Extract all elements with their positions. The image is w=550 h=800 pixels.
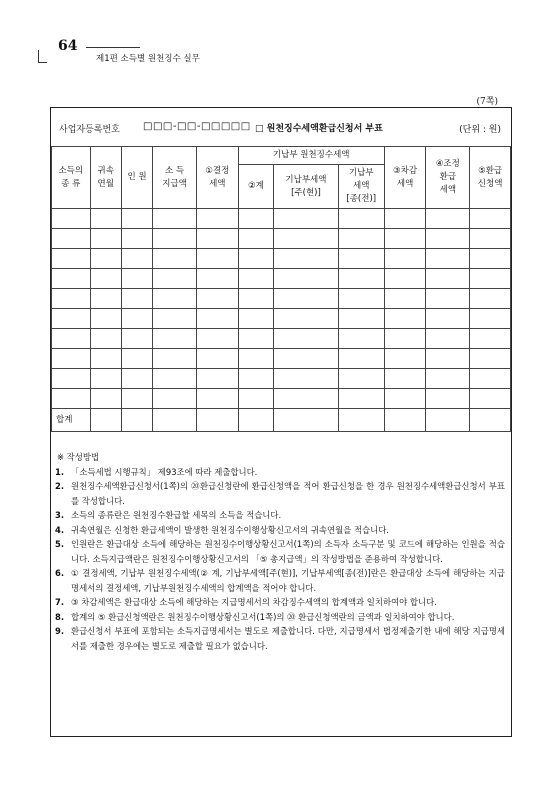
table-cell[interactable] bbox=[153, 329, 197, 349]
table-cell[interactable] bbox=[338, 409, 384, 432]
table-cell[interactable] bbox=[238, 309, 273, 329]
instruction-text: 「소득세법 시행규칙」 제93조에 따라 제출합니다. bbox=[71, 466, 258, 477]
table-cell[interactable] bbox=[338, 209, 384, 229]
table-cell[interactable] bbox=[274, 409, 339, 432]
instructions-list bbox=[55, 465, 505, 654]
total-label: 합계 bbox=[52, 409, 91, 432]
table-cell[interactable] bbox=[470, 409, 511, 432]
table-cell[interactable] bbox=[470, 349, 511, 369]
table-cell[interactable] bbox=[52, 329, 91, 349]
table-cell[interactable] bbox=[238, 269, 273, 289]
table-cell[interactable] bbox=[338, 249, 384, 269]
table-cell[interactable] bbox=[274, 209, 339, 229]
table-cell[interactable] bbox=[470, 229, 511, 249]
table-cell[interactable] bbox=[384, 249, 426, 269]
table-cell[interactable] bbox=[238, 409, 273, 432]
table-cell[interactable] bbox=[90, 229, 121, 249]
table-cell[interactable] bbox=[426, 229, 470, 249]
instruction-item bbox=[55, 624, 505, 653]
table-cell[interactable] bbox=[274, 389, 339, 409]
table-row bbox=[52, 209, 511, 229]
table-cell[interactable] bbox=[121, 269, 152, 289]
form-page-label: (7쪽) bbox=[476, 97, 498, 107]
table-body bbox=[52, 209, 511, 432]
table-cell[interactable] bbox=[90, 409, 121, 432]
table-cell[interactable] bbox=[153, 309, 197, 329]
table-cell[interactable] bbox=[384, 229, 426, 249]
table-cell[interactable] bbox=[90, 209, 121, 229]
table-cell[interactable] bbox=[90, 269, 121, 289]
table-cell[interactable] bbox=[338, 329, 384, 349]
table-cell[interactable] bbox=[274, 269, 339, 289]
instruction-item bbox=[55, 595, 505, 610]
table-cell[interactable] bbox=[90, 349, 121, 369]
table-cell[interactable] bbox=[52, 349, 91, 369]
instructions-title: ※ 작성방법 bbox=[57, 452, 100, 462]
table-cell[interactable] bbox=[426, 289, 470, 309]
table-cell[interactable] bbox=[196, 209, 238, 229]
table-row bbox=[52, 289, 511, 309]
instruction-number: 6. bbox=[55, 568, 65, 578]
table-row bbox=[52, 369, 511, 389]
table-cell[interactable] bbox=[196, 229, 238, 249]
table-cell[interactable] bbox=[52, 269, 91, 289]
table-cell[interactable] bbox=[90, 309, 121, 329]
table-cell[interactable] bbox=[121, 389, 152, 409]
table-cell[interactable] bbox=[470, 269, 511, 289]
table-cell[interactable] bbox=[274, 369, 339, 389]
table-cell[interactable] bbox=[426, 309, 470, 329]
instruction-text: 인원란은 환급대상 소득에 해당하는 원천징수이행상황신고서(1쪽)의 소득자 소득구분 및 코드에 해당하는 인원을 적습니다. 소득지급액란은 원천징수이행상황신고서의 「⑤ 총지급액」의 작성방법을 준용하여 작성합니다. bbox=[71, 539, 505, 564]
table-cell[interactable] bbox=[121, 409, 152, 432]
table-cell[interactable] bbox=[426, 329, 470, 349]
table-cell[interactable] bbox=[153, 269, 197, 289]
table-cell[interactable] bbox=[52, 229, 91, 249]
header-persons: 인 원 bbox=[121, 147, 152, 209]
table-cell[interactable] bbox=[274, 229, 339, 249]
table-row bbox=[52, 329, 511, 349]
table-cell[interactable] bbox=[238, 349, 273, 369]
instruction-number: 1. bbox=[55, 466, 65, 477]
table-cell[interactable] bbox=[338, 389, 384, 409]
table-cell[interactable] bbox=[384, 209, 426, 229]
table-cell[interactable] bbox=[338, 269, 384, 289]
table-cell[interactable] bbox=[52, 369, 91, 389]
instruction-number: 2. bbox=[55, 481, 65, 491]
table-cell[interactable] bbox=[52, 309, 91, 329]
table-cell[interactable] bbox=[470, 209, 511, 229]
instruction-text: 합계의 ⑤ 환급신청액란은 원천징수이행상황신고서(1쪽)의 ⑳ 환급신청액란의 금액과 일치하여야 합니다. bbox=[71, 611, 455, 622]
table-cell[interactable] bbox=[121, 289, 152, 309]
instruction-item bbox=[55, 523, 505, 538]
table-cell[interactable] bbox=[90, 329, 121, 349]
table-cell[interactable] bbox=[196, 349, 238, 369]
table-cell[interactable] bbox=[52, 209, 91, 229]
table-cell[interactable] bbox=[426, 349, 470, 369]
table-cell[interactable] bbox=[470, 249, 511, 269]
business-reg-label: 사업자등록번호 bbox=[59, 125, 120, 135]
page-number: 64 bbox=[58, 38, 78, 54]
instruction-item bbox=[55, 508, 505, 523]
table-cell[interactable] bbox=[153, 249, 197, 269]
table-cell[interactable] bbox=[238, 389, 273, 409]
table-cell[interactable] bbox=[384, 329, 426, 349]
table-cell[interactable] bbox=[384, 389, 426, 409]
table-row bbox=[52, 269, 511, 289]
unit-label: (단위 : 원) bbox=[459, 125, 501, 135]
instruction-text: 귀속연월은 신청한 환급세액이 발생한 원천징수이행상황신고서의 귀속연월을 적습니다. bbox=[71, 524, 389, 535]
table-cell[interactable] bbox=[470, 389, 511, 409]
instruction-number: 8. bbox=[55, 611, 65, 622]
table-cell[interactable] bbox=[153, 289, 197, 309]
table-cell[interactable] bbox=[196, 409, 238, 432]
table-cell[interactable] bbox=[90, 369, 121, 389]
table-cell[interactable] bbox=[426, 389, 470, 409]
instruction-text: ① 결정세액, 기납부 원천징수세액(② 계, 기납부세액[주(현)], 기납부세액[종(전)]란은 환급대상 소득에 해당하는 지급명세서의 결정세액, 기납부원천징수세액의 합계액을 적어야 합니다. bbox=[71, 568, 505, 593]
table-cell[interactable] bbox=[426, 269, 470, 289]
table-cell[interactable] bbox=[121, 249, 152, 269]
table-cell[interactable] bbox=[238, 249, 273, 269]
total-row bbox=[52, 409, 511, 432]
table-cell[interactable] bbox=[470, 289, 511, 309]
table-cell[interactable] bbox=[426, 249, 470, 269]
table-cell[interactable] bbox=[338, 309, 384, 329]
instruction-item bbox=[55, 610, 505, 625]
table-cell[interactable] bbox=[384, 269, 426, 289]
table-cell[interactable] bbox=[274, 289, 339, 309]
table-cell[interactable] bbox=[153, 349, 197, 369]
instruction-item bbox=[55, 479, 505, 508]
table-cell[interactable] bbox=[153, 209, 197, 229]
table-cell[interactable] bbox=[196, 249, 238, 269]
instructions bbox=[55, 450, 505, 653]
table-cell[interactable] bbox=[153, 369, 197, 389]
table-cell[interactable] bbox=[338, 349, 384, 369]
table-cell[interactable] bbox=[384, 309, 426, 329]
header-adjusted-refund: ④조정 환급 세액 bbox=[426, 147, 470, 209]
table-cell[interactable] bbox=[384, 409, 426, 432]
instruction-item bbox=[55, 537, 505, 566]
chapter-title: 제1편 소득별 원천징수 실무 bbox=[96, 54, 200, 64]
refund-table bbox=[51, 146, 511, 432]
table-cell[interactable] bbox=[238, 229, 273, 249]
table-cell[interactable] bbox=[153, 389, 197, 409]
table-cell[interactable] bbox=[384, 349, 426, 369]
table-cell[interactable] bbox=[196, 389, 238, 409]
table-cell[interactable] bbox=[274, 349, 339, 369]
page-header bbox=[38, 38, 238, 68]
table-cell[interactable] bbox=[238, 209, 273, 229]
instruction-number: 9. bbox=[55, 626, 65, 636]
table-cell[interactable] bbox=[470, 369, 511, 389]
table-cell[interactable] bbox=[384, 289, 426, 309]
header-rule bbox=[86, 47, 140, 48]
table-cell[interactable] bbox=[196, 289, 238, 309]
table-cell[interactable] bbox=[470, 329, 511, 349]
table-cell[interactable] bbox=[153, 229, 197, 249]
table-cell[interactable] bbox=[121, 309, 152, 329]
business-reg-number-boxes[interactable]: □□□-□□-□□□□□ bbox=[143, 121, 251, 132]
table-row bbox=[52, 309, 511, 329]
header-period: 귀속 연월 bbox=[90, 147, 121, 209]
instruction-text: 환급신청서 부표에 포함되는 소득지급명세서는 별도로 제출합니다. 다만, 지급명세서 법정제출기한 내에 해당 지급명세서를 제출한 경우에는 별도로 제출할 필요가 없습니다. bbox=[71, 626, 505, 651]
table-cell[interactable] bbox=[196, 369, 238, 389]
instruction-item bbox=[55, 566, 505, 595]
table-cell[interactable] bbox=[238, 329, 273, 349]
table-cell[interactable] bbox=[426, 369, 470, 389]
instruction-number: 4. bbox=[55, 524, 65, 535]
table-cell[interactable] bbox=[238, 369, 273, 389]
table-cell[interactable] bbox=[196, 269, 238, 289]
table-cell[interactable] bbox=[426, 409, 470, 432]
header-paid-withholding-group: 기납부 원천징수세액 bbox=[238, 147, 384, 165]
table-cell[interactable] bbox=[238, 289, 273, 309]
table-cell[interactable] bbox=[338, 369, 384, 389]
table-cell[interactable] bbox=[196, 329, 238, 349]
header-refund-request: ⑤환급 신청액 bbox=[470, 147, 511, 209]
table-cell[interactable] bbox=[121, 229, 152, 249]
instruction-text: 소득의 종류란은 원천징수환급할 세목의 소득을 적습니다. bbox=[71, 510, 282, 520]
table-cell[interactable] bbox=[274, 249, 339, 269]
instruction-number: 3. bbox=[55, 510, 65, 520]
table-row bbox=[52, 389, 511, 409]
table-cell[interactable] bbox=[196, 309, 238, 329]
table-cell[interactable] bbox=[121, 329, 152, 349]
header-bracket bbox=[38, 50, 47, 63]
instruction-text: ③ 차감세액은 환급대상 소득에 해당하는 지급명세서의 차감징수세액의 합계액과 일치하여야 합니다. bbox=[71, 597, 437, 607]
table-cell[interactable] bbox=[90, 249, 121, 269]
table-row bbox=[52, 249, 511, 269]
header-determined-tax: ①결정 세액 bbox=[196, 147, 238, 209]
table-row bbox=[52, 349, 511, 369]
header-payment: 소 득 지급액 bbox=[153, 147, 197, 209]
header-paid-total: ②계 bbox=[238, 165, 273, 209]
instruction-text: 원천징수세액환급신청서(1쪽)의 ⑳환급신청란에 환급신청액을 적어 환급신청을 한 경우 원천징수세액환급신청서 부표를 작성합니다. bbox=[71, 481, 505, 506]
table-cell[interactable] bbox=[121, 209, 152, 229]
instruction-number: 7. bbox=[55, 597, 65, 607]
header-paid-prior: 기납부 세액 [종(전)] bbox=[338, 165, 384, 209]
form-title-bar bbox=[51, 108, 511, 147]
instruction-number: 5. bbox=[55, 539, 65, 549]
table-cell[interactable] bbox=[90, 289, 121, 309]
table-cell[interactable] bbox=[153, 409, 197, 432]
table-cell[interactable] bbox=[52, 289, 91, 309]
table-cell[interactable] bbox=[470, 309, 511, 329]
table-cell[interactable] bbox=[52, 249, 91, 269]
table-cell[interactable] bbox=[338, 229, 384, 249]
table-cell[interactable] bbox=[274, 329, 339, 349]
table-cell[interactable] bbox=[384, 369, 426, 389]
instruction-item bbox=[55, 465, 505, 480]
table-cell[interactable] bbox=[338, 289, 384, 309]
table-cell[interactable] bbox=[121, 369, 152, 389]
form-title: □ 원천징수세액환급신청서 부표 bbox=[255, 124, 383, 134]
table-cell[interactable] bbox=[90, 389, 121, 409]
table-cell[interactable] bbox=[52, 389, 91, 409]
table-row bbox=[52, 229, 511, 249]
header-deduction: ③차감 세액 bbox=[384, 147, 426, 209]
header-paid-current: 기납부세액 [주(현)] bbox=[274, 165, 339, 209]
table-cell[interactable] bbox=[121, 349, 152, 369]
header-income-type: 소득의 종 류 bbox=[52, 147, 91, 209]
table-cell[interactable] bbox=[274, 309, 339, 329]
form-frame bbox=[50, 107, 512, 737]
table-cell[interactable] bbox=[426, 209, 470, 229]
